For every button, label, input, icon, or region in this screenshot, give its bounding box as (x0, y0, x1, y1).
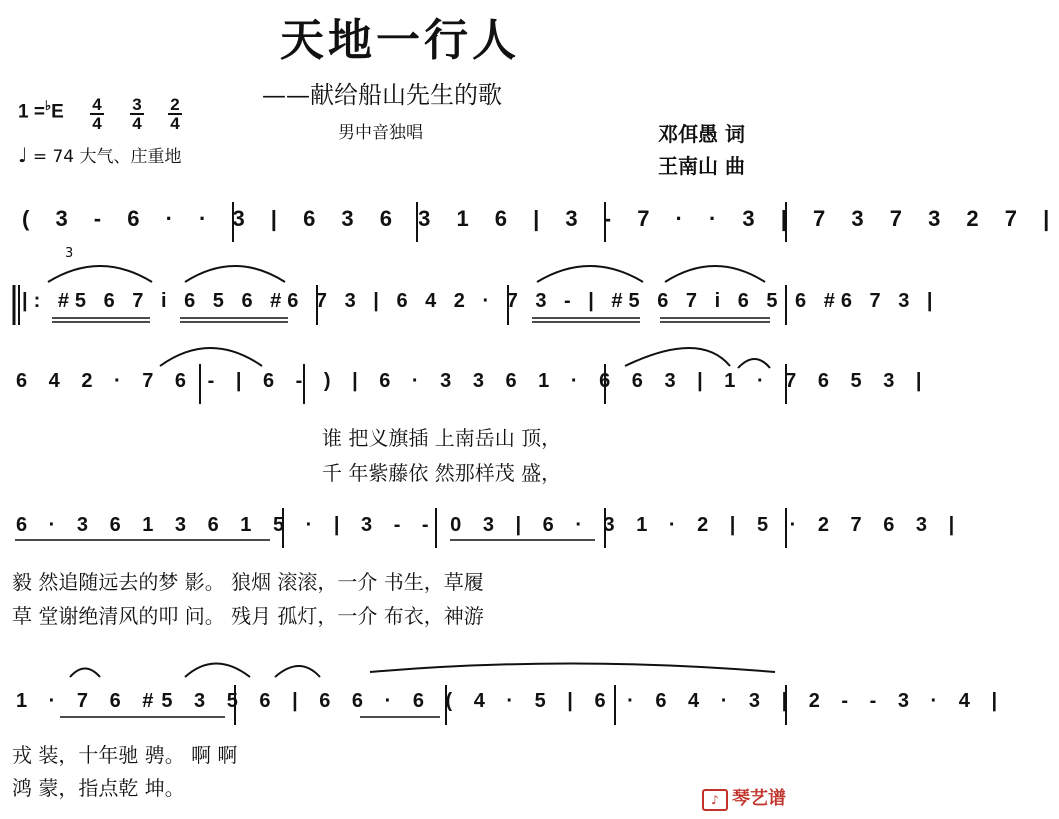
time-sig-4-4: 4 4 (90, 96, 104, 132)
score-line-4: 6 · 3 6 1 3 6 1 5 · | 3 - - 0 3 | 6 · 3 1 · 2 | 5 · 2 7 6 3 | (16, 514, 963, 536)
lyric-line-4-verse-1: 毅 然追随远去的梦 影。 狼烟 滚滚，一介 书生，草履 (12, 570, 484, 594)
key-note: E (51, 101, 64, 123)
quarter-note-icon: ♩ (18, 143, 28, 167)
lyric-line-5-verse-1: 戎 装，十年驰 骋。 啊 啊 (12, 743, 238, 767)
song-subtitle: ——献给船山先生的歌 (262, 81, 502, 109)
tempo-marking (18, 142, 182, 167)
triplet-mark: 3 (65, 246, 74, 261)
lyricist-credit: 邓佴愚 词 (658, 122, 745, 146)
time-sig-2-4: 2 4 (168, 96, 182, 132)
lyric-line-3-verse-2: 千 年紫藤依 然那样茂 盛， (322, 461, 562, 485)
lyric-line-5-verse-2: 鸿 蒙，指点乾 坤。 (12, 776, 185, 800)
voice-type: 男中音独唱 (338, 123, 423, 143)
lyric-line-3-verse-1: 谁 把义旗插 上南岳山 顶， (322, 426, 562, 450)
time-sig-3-4: 3 4 (130, 96, 144, 132)
key-signature (18, 98, 64, 123)
key-label: 1 = (18, 101, 45, 123)
score-line-1: ( 3 - 6 · · 3 | 6 3 6 3 1 6 | 3 - 7 · · 3 | 7 3 7 3 2 7 | (22, 206, 1059, 231)
watermark-text: 琴艺谱 (732, 788, 786, 809)
flat-sign: ♭ (44, 98, 52, 113)
lyric-line-4-verse-2: 草 堂谢绝清风的叩 问。 残月 孤灯，一介 布衣，神游 (12, 604, 484, 628)
tempo-text: = 74 大气、庄重地 (32, 147, 182, 167)
composer-credit: 王南山 曲 (658, 154, 745, 178)
song-title: 天地一行人 (280, 15, 520, 66)
qinyipu-logo-icon: ♪ (702, 789, 728, 811)
score-line-3: 6 4 2 · 7 6 - | 6 - ) | 6 · 3 3 6 1 · 6 6 3 | 1 · 7 6 5 3 | (16, 370, 930, 392)
score-line-5: 1 · 7 6 #5 3 5 6 | 6 6 · 6 ( 4 · 5 | 6 · 6 4 · 3 | 2 - - 3 · 4 | (16, 690, 1006, 712)
watermark (702, 784, 786, 811)
score-line-2: |: #5 6 7 i 6 5 6 #6 7 3 | 6 4 2 · 7 3 - | #5 6 7 i 6 5 6 #6 7 3 | (22, 290, 939, 312)
